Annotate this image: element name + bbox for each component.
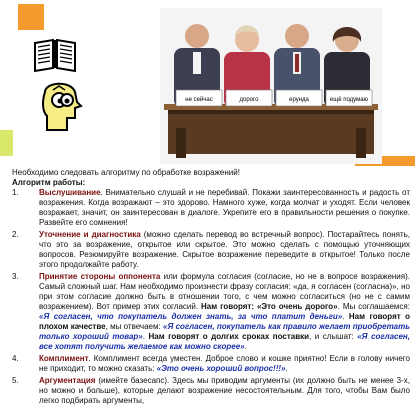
sign-text-4: ещё подумаю	[329, 97, 369, 103]
list-item-agreement	[12, 272, 410, 352]
list-item-listening	[12, 188, 410, 228]
compliment-quote: «Это очень хороший вопрос!!!»	[156, 364, 286, 373]
sign-text-1: не сейчас	[185, 97, 213, 103]
step-term: Уточнение и диагностика	[39, 230, 141, 239]
objection-example: Нам говорят: «Это очень дорого»	[201, 302, 338, 311]
algorithm-heading: Алгоритм работы:	[12, 178, 86, 187]
step-text: (можно сделать перевод во встречный вопрос). Постарайтесь понять, что это за возражение, открытое или скрытое. Это можно сделать с помощью уточняющих вопросов. Резюмируйте возражение. Скрытое возражение переведите в открытое! Только после этого продолжайте работу.	[39, 230, 410, 269]
step-text: (имейте базесапс). Здесь мы приводим аргументы (их должно быть не менее 3-х, но можно и больше), которые делают возражение несостоятельным. Для того, чтобы Вам было легко подбирать аргументы,	[39, 376, 410, 405]
step-text: , и слышат:	[309, 332, 358, 341]
thinking-head-icon	[37, 78, 85, 132]
step-text: . Комплимент всегда уместен. Доброе слово и кошке приятно! Если в голову ничего не приходит, то можно сказать:	[39, 354, 410, 373]
step-text: .	[244, 342, 247, 351]
step-text: . Внимательно слушай и не перебивай. Покажи заинтересованность и радость от возражения. Когда возражают – это здорово. Намного хуже, когда молчат и уходят. Если человек возражает, значит, он заинтересован в диалоге. Укрепите его в правильности решения о покупке. Развейте его сомнения!	[39, 188, 410, 227]
step-text: .	[342, 312, 349, 321]
lime-bar-decoration	[0, 130, 13, 156]
step-term: Аргументация	[39, 376, 96, 385]
step-text: .	[142, 332, 149, 341]
step-term: Комплимент	[39, 354, 89, 363]
step-number: 2.	[12, 230, 19, 239]
step-number: 1.	[12, 188, 19, 197]
sign-text-3: ерунда	[289, 97, 309, 103]
photo-people-with-signs	[160, 8, 382, 164]
objection-example: Нам говорят о долгих сроках поставки	[148, 332, 310, 341]
list-item-clarification	[12, 230, 410, 270]
step-text: . Мы соглашаемся:	[337, 302, 410, 311]
step-term: Выслушивание	[39, 188, 101, 197]
agreement-quote: «Я согласен, покупатель как правило желает приобретать только хороший товар»	[39, 322, 410, 341]
step-text: .	[285, 364, 288, 373]
objection-example: Нам говорят о плохом качестве	[39, 312, 410, 331]
list-item-argumentation	[12, 376, 410, 406]
agreement-quote: «Я согласен, все хотят получить желаемое как можно скорее»	[39, 332, 410, 351]
document-body	[12, 168, 410, 408]
step-text: , мы отвечаем:	[105, 322, 163, 331]
intro-text: Необходимо следовать алгоритму по обработке возражений!	[12, 168, 240, 177]
step-text: или формула согласия (согласие, но не в вопросе возражения). Самый сложный шаг. Нам необходимо произнести фразу согласия: «да, я согласен (согласна)», но при этом согласие должно быть в отношении того, с чем можно согласиться (но не с самим возражением). Вот пример этих согласий.	[39, 272, 410, 311]
algorithm-steps-list	[12, 188, 410, 406]
sign-text-2: дорого	[239, 97, 259, 103]
open-book-icon	[32, 35, 78, 73]
list-item-compliment	[12, 354, 410, 374]
step-number: 3.	[12, 272, 19, 281]
orange-square-decoration	[18, 4, 44, 30]
agreement-quote: «Я согласен, что покупатель должен знать, за что платит деньги»	[39, 312, 343, 321]
step-number: 4.	[12, 354, 19, 363]
step-term: Принятие стороны оппонента	[39, 272, 161, 281]
step-number: 5.	[12, 376, 19, 385]
